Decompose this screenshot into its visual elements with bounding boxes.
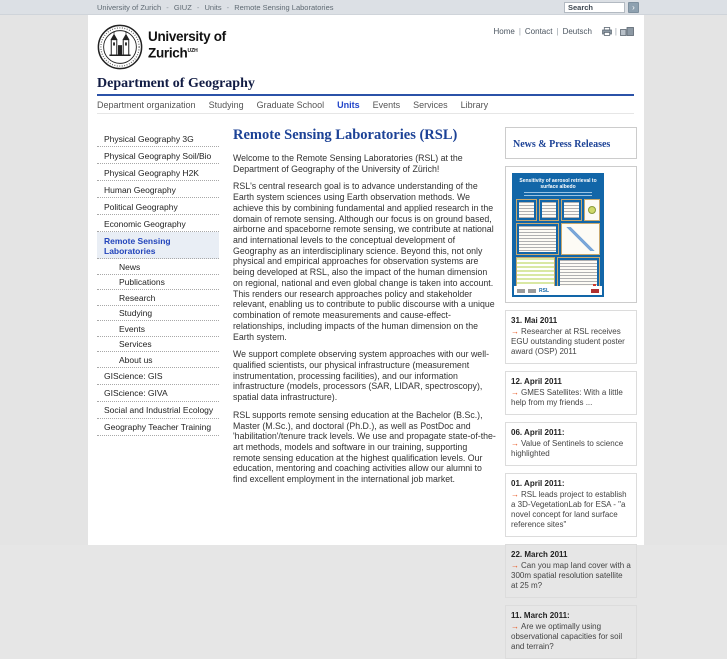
sidebar-item-political-geography[interactable]: Political Geography [97, 198, 219, 215]
breadcrumb-separator: - [226, 3, 230, 12]
home-link[interactable]: Home [493, 27, 515, 36]
arrow-icon: → [511, 327, 519, 336]
contact-link[interactable]: Contact [524, 27, 553, 36]
nav-divider [97, 113, 634, 114]
sidebar-menu [97, 130, 219, 436]
news-item [505, 371, 637, 415]
breadcrumb-item[interactable]: University of Zurich [97, 3, 162, 12]
content-page [88, 15, 644, 651]
arrow-icon: → [511, 490, 519, 499]
infrastructure-paragraph: We support complete observing system approaches with our well-qualified scientists, our physical infrastructure (measurement instrumentation, processing facilities), and our information infrastructure (models, processors (SAR, LIDAR, spectroscopy), spatial data infrastructure). [233, 349, 490, 403]
search-input[interactable] [564, 2, 625, 13]
arrow-icon: → [511, 561, 519, 570]
poster-thumbnail[interactable] [512, 173, 604, 297]
breadcrumb-separator: - [196, 3, 200, 12]
poster-text-block [516, 199, 537, 221]
breadcrumb[interactable] [97, 3, 334, 12]
education-paragraph: RSL supports remote sensing education at the Bachelor (B.Sc.), Master (M.Sc.), and doctoral (Ph.D.), as well as PostDoc and 'habilitation'/tenure track levels. We use and propagate state-of-the-art methods, models and software in our training, supporting remote sensing education at the highest qualification levels. Our education, mentoring and coaching activities allow our alumni to find excellent employment in the international job market. [233, 409, 496, 485]
news-date: 11. March 2011: [511, 611, 570, 620]
search-go-icon: › [632, 2, 635, 12]
uzh-wordmark-line2: Zurich [148, 45, 188, 61]
research-paragraph: RSL's central research goal is to advance understanding of the Earth system sciences using Earth observation methods. We achieve this by combining fundamental and applied research in the domain of remote sensing. Although our focus is on ground based, airborne and spaceborne remote sensing, we contribute at national and international levels to the conceptual development of Geography as an interdisciplinary science. Beyond this, not only physical and empirical approaches for observation systems are being developed at RSL, also the impact of the human dimension on regional, national and even global change is taken into account. This renders our research approaches policy and stakeholder relevant, enabling us to contribute to public discourse with a unique combination of remote measurements and cause-effect-relationships, including impacts of the human dimension on the Earth system. [233, 181, 495, 342]
sidebar-item-economic-geography[interactable]: Economic Geography [97, 215, 219, 232]
sidebar-item-services[interactable]: Services [97, 337, 219, 353]
language-link-deutsch[interactable]: Deutsch [562, 27, 592, 36]
top-service-bar [0, 0, 727, 15]
news-date: 06. April 2011: [511, 428, 565, 437]
uzh-wordmark-line1: University of [148, 29, 226, 44]
font-size-icon[interactable] [620, 27, 634, 36]
header-utility-links [493, 27, 634, 36]
news-date: 01. April 2011: [511, 479, 565, 488]
news-link[interactable]: GMES Satellites: With a little help from my friends ... [511, 388, 623, 407]
poster-formula-block [516, 223, 559, 255]
poster-logo-circle [588, 206, 596, 214]
news-item [505, 422, 637, 466]
sidebar-item-human-geography[interactable]: Human Geography [97, 181, 219, 198]
breadcrumb-item[interactable]: GIUZ [173, 3, 192, 12]
news-poster-box [505, 166, 637, 303]
link-separator: | [556, 27, 559, 36]
uzh-wordmark-sup: UZH [187, 48, 198, 54]
nav-services[interactable]: Services [413, 100, 448, 110]
poster-footer-logo [591, 289, 599, 293]
breadcrumb-item[interactable]: Remote Sensing Laboratories [234, 3, 334, 12]
news-date: 22. March 2011 [511, 550, 568, 559]
sidebar-item-social-industrial-ecology[interactable]: Social and Industrial Ecology [97, 402, 219, 419]
sidebar-item-physical-geography-h2k[interactable]: Physical Geography H2K [97, 164, 219, 181]
sidebar-item-physical-geography-soil-bio[interactable]: Physical Geography Soil/Bio [97, 147, 219, 164]
poster-text-block [561, 199, 582, 221]
nav-graduate-school[interactable]: Graduate School [256, 100, 325, 110]
sidebar-item-studying[interactable]: Studying [97, 306, 219, 322]
sidebar-item-publications[interactable]: Publications [97, 275, 219, 291]
poster-logo-block [584, 199, 600, 221]
sidebar-item-remote-sensing-laboratories[interactable]: Remote Sensing Laboratories [97, 232, 219, 259]
sidebar-item-giscience-giva[interactable]: GIScience: GIVA [97, 385, 219, 402]
news-link[interactable]: Are we optimally using observational capacities for soil and terrain? [511, 622, 623, 651]
sidebar-item-giscience-gis[interactable]: GIScience: GIS [97, 368, 219, 385]
poster-footer-logos [514, 286, 602, 295]
nav-department-organization[interactable]: Department organization [97, 100, 196, 110]
poster-text-block [539, 199, 560, 221]
news-header: News & Press Releases [513, 139, 611, 150]
nav-events[interactable]: Events [372, 100, 401, 110]
uzh-wordmark[interactable] [148, 30, 226, 61]
breadcrumb-item[interactable]: Units [204, 3, 222, 12]
news-date: 12. April 2011 [511, 377, 562, 386]
news-link[interactable]: Value of Sentinels to science highlighted [511, 439, 624, 458]
link-separator: | [518, 27, 521, 36]
poster-footer-logo [517, 289, 525, 293]
news-item [505, 544, 637, 598]
page-title: Remote Sensing Laboratories (RSL) [233, 127, 458, 143]
sidebar-item-geography-teacher-training[interactable]: Geography Teacher Training [97, 419, 219, 436]
site-title[interactable]: Department of Geography [97, 76, 255, 91]
news-item [505, 310, 637, 364]
print-icon[interactable] [602, 27, 612, 36]
sidebar-item-about-us[interactable]: About us [97, 352, 219, 368]
main-content [233, 127, 496, 492]
news-item [505, 605, 637, 659]
poster-chart-block [561, 223, 600, 255]
news-column [505, 127, 637, 659]
poster-footer-logo [528, 289, 536, 293]
poster-title: Sensitivity of aerosol retrieval to surface albedo [519, 178, 597, 190]
uzh-seal-icon [97, 24, 143, 70]
nav-studying[interactable]: Studying [208, 100, 244, 110]
title-rule [97, 94, 634, 96]
sidebar-item-research[interactable]: Research [97, 290, 219, 306]
arrow-icon: → [511, 622, 519, 631]
news-date: 31. Mai 2011 [511, 316, 558, 325]
link-separator: | [614, 27, 617, 36]
sidebar-item-physical-geography-3g[interactable]: Physical Geography 3G [97, 130, 219, 147]
poster-authors-lines [524, 192, 592, 197]
arrow-icon: → [511, 388, 519, 397]
nav-units[interactable]: Units [337, 100, 360, 110]
breadcrumb-separator: - [166, 3, 169, 12]
main-navigation [97, 100, 488, 110]
poster-rsl-logo: RSL [539, 287, 549, 294]
arrow-icon: → [511, 439, 519, 448]
sidebar-item-news[interactable]: News [97, 259, 219, 275]
search-button[interactable] [628, 2, 639, 13]
news-item [505, 473, 637, 537]
news-header-box [505, 127, 637, 159]
intro-paragraph: Welcome to the Remote Sensing Laboratories (RSL) at the Department of Geography of the University of Zürich! [233, 153, 463, 174]
sidebar-item-events[interactable]: Events [97, 321, 219, 337]
uzh-seal-logo[interactable] [97, 24, 143, 70]
nav-library[interactable]: Library [460, 100, 489, 110]
news-link[interactable]: Can you map land cover with a 300m spatial resolution satellite at 25 m? [511, 561, 631, 590]
news-link[interactable]: RSL leads project to establish a 3D-VegetationLab for ESA - "a novel concept for land surface reference sites" [511, 490, 627, 529]
news-link[interactable]: Researcher at RSL receives EGU outstanding student poster award (OSP) 2011 [511, 327, 625, 356]
